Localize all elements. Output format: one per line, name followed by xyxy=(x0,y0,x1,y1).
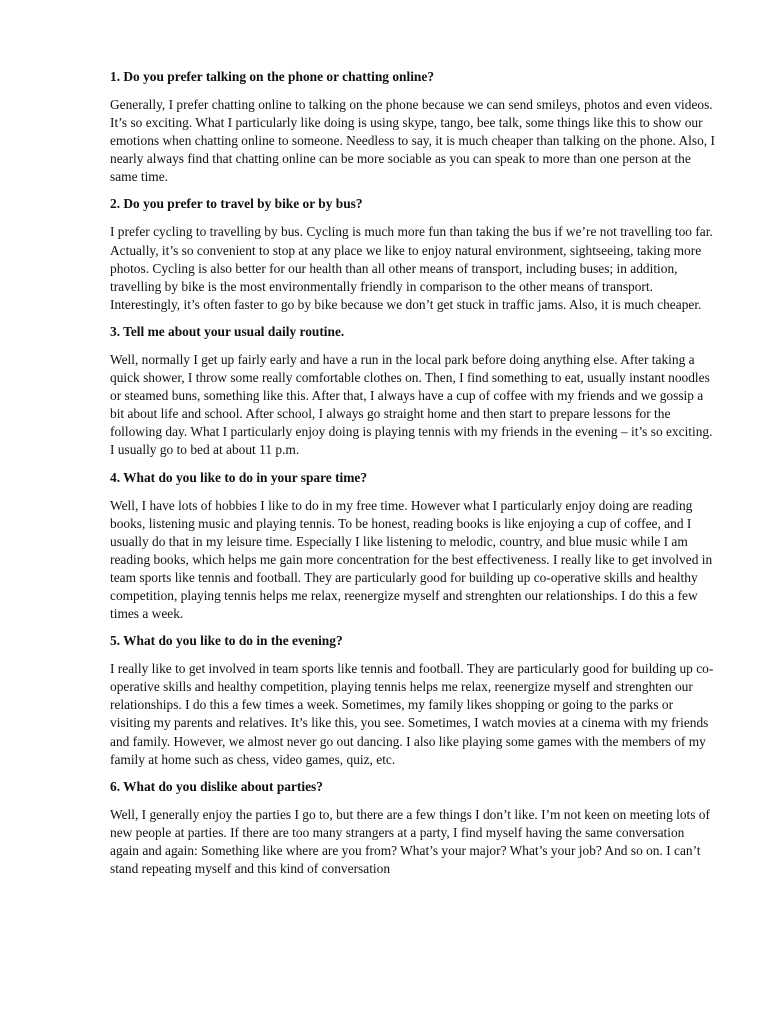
answer-paragraph: Generally, I prefer chatting online to talking on the phone because we can send smileys, photos and even videos. It’s so exciting. What I particularly like doing is using skype, tango, bee talk, some things like this to show our emotions when chatting online to someone. Needless to say, it is much cheaper than talking on the phone. Also, I nearly always find that chatting online can be more sociable as you can speak to more than one person at the same time. xyxy=(110,97,715,185)
question-heading: 6. What do you dislike about parties? xyxy=(110,778,323,794)
question-heading: 1. Do you prefer talking on the phone or chatting online? xyxy=(110,69,435,84)
qa-item-3 xyxy=(110,323,716,460)
question-heading: 3. Tell me about your usual daily routine. xyxy=(110,323,345,339)
answer-paragraph: I prefer cycling to travelling by bus. Cycling is much more fun than taking the bus if we’re not travelling too far. Actually, it’s so convenient to stop at any place we like to enjoy natural environment, sightseeing, taking more photos. Cycling is also better for our health than all other means of transport, including buses; in addition, travelling by bike is the most environmentally friendly in comparison to the other means of transport. Interestingly, it’s often faster to go by bike because we don’t get stuck in traffic jams. Also, it is much cheaper. xyxy=(110,224,713,312)
answer-paragraph: Well, I generally enjoy the parties I go to, but there are a few things I don’t like. I’m not keen on meeting lots of new people at parties. If there are too many strangers at a party, I find myself having the same conversation again and again: Something like where are you from? What’s your major? What’s your job? And so on. I can’t stand repeating myself and this kind of conversation xyxy=(110,806,710,876)
question-heading: 5. What do you like to do in the evening? xyxy=(110,633,343,649)
qa-item-2 xyxy=(110,195,716,313)
answer-paragraph: Well, I have lots of hobbies I like to do in my free time. However what I particularly enjoy doing are reading books, listening music and playing tennis. To be honest, reading books is like enjoying a cup of coffee, and I usually do that in my leisure time. Especially I like listening to melodic, country, and blue music while I am reading books, which helps me gain more concentration for the best effectiveness. I really like to get involved in team sports like tennis and football. They are particularly good for building up co-operative skills and healthy competition, playing tennis helps me relax, reenergize myself and strenghten our relationships. I do this a few times a week. xyxy=(110,497,713,622)
answer-paragraph: Well, normally I get up fairly early and have a run in the local park before doing anything else. After taking a quick shower, I throw some really comfortable clothes on. Then, I find something to eat, usually instant noodles or steamed buns, something like this. After that, I always have a cup of coffee with my friends and we gossip a bit about life and school. After school, I always go straight home and then start to prepare lessons for the following day. What I particularly enjoy doing is playing tennis with my friends in the evening – it’s so exciting. I usually go to bed at about 11 p.m. xyxy=(110,351,713,458)
qa-item-4 xyxy=(110,469,716,624)
answer-paragraph: I really like to get involved in team sports like tennis and football. They are particularly good for building up co-operative skills and healthy competition, playing tennis helps me relax, reenergize myself and strenghten our relationships. I do this a few times a week. Sometimes, my family likes shopping or going to the parks or visiting my parents and relatives. It’s like this, you see. Sometimes, I watch movies at a cinema with my friends and family. However, we almost never go out dancing. I also like playing some games with the members of my family at home such as chess, video games, quiz, etc. xyxy=(110,661,714,767)
qa-item-5 xyxy=(110,632,716,769)
qa-item-1 xyxy=(110,68,716,186)
question-heading: 2. Do you prefer to travel by bike or by bus? xyxy=(110,196,363,212)
question-heading: 4. What do you like to do in your spare time? xyxy=(110,469,368,485)
qa-item-6 xyxy=(110,778,716,878)
document-content xyxy=(110,68,716,887)
